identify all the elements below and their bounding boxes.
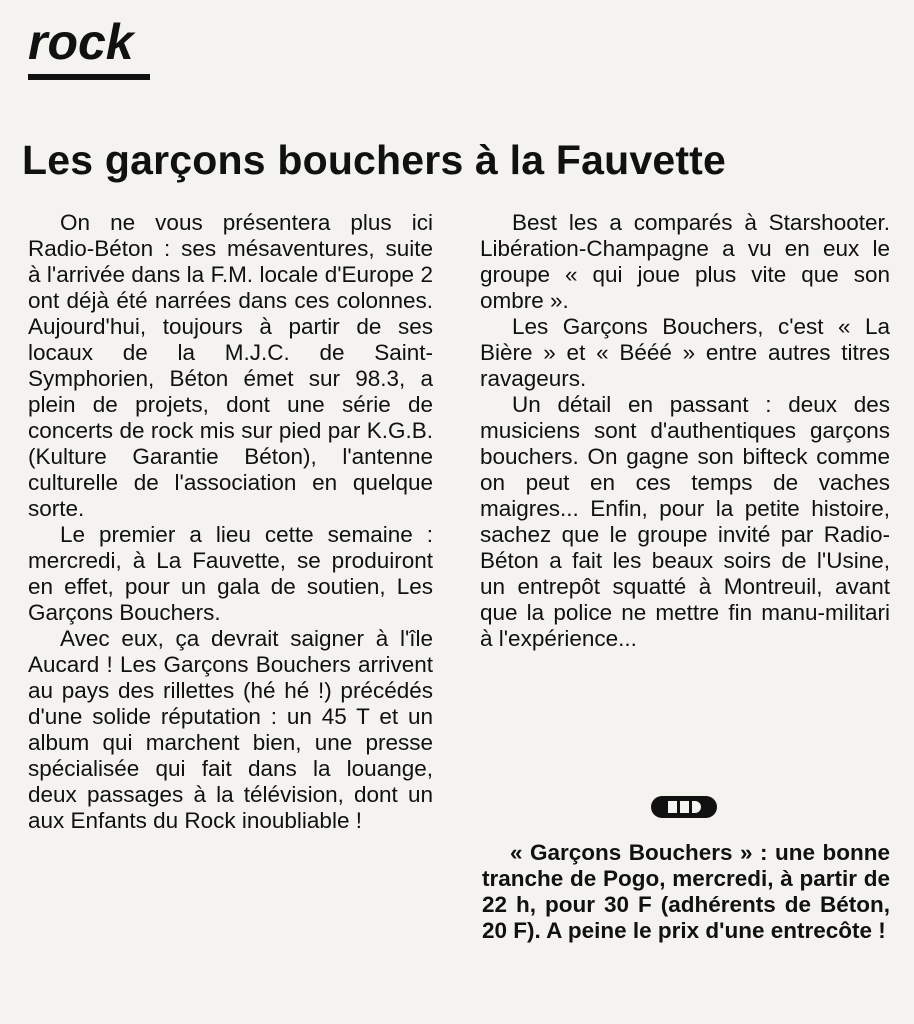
paragraph: Le premier a lieu cette semaine : mercredi, à La Fauvette, se produiront en effet, pour un gala de soutien, Les Garçons Bouchers.: [28, 522, 433, 625]
paragraph: Un détail en passant : deux des musiciens sont d'authentiques garçons bouchers. On gagne son bifteck comme on peut en ces temps de vaches maigres... Enfin, pour la petite histoire, sachez que le groupe invité par Radio-Béton a fait les beaux soirs de l'Usine, un entrepôt squatté à Montreuil, avant que la police ne mettre fin manu-militari à l'expérience...: [480, 392, 890, 651]
newspaper-section-logo-icon: [651, 796, 717, 818]
paragraph: Avec eux, ça devrait saigner à l'île Aucard ! Les Garçons Bouchers arrivent au pays des rillettes (hé hé !) précédés d'une solide réputation : un 45 T et un album qui marchent bien, une presse spécialisée qui fait dans la louange, deux passages à la télévision, dont un aux Enfants du Rock inoubliable !: [28, 626, 433, 833]
paragraph: Best les a comparés à Starshooter. Libération-Champagne a vu en eux le groupe « qui joue plus vite que son ombre ».: [480, 210, 890, 313]
rubric-underline: [28, 74, 150, 80]
section-rubric: rock: [28, 14, 134, 70]
article-left-column: [28, 210, 433, 834]
paragraph: On ne vous présentera plus ici Radio-Béton : ses mésaventures, suite à l'arrivée dans la F.M. locale d'Europe 2 ont déjà été narrées dans ces colonnes. Aujourd'hui, toujours à partir de ses locaux de la M.J.C. de Saint-Symphorien, Béton émet sur 98.3, a plein de projets, dont une série de concerts de rock mis sur pied par K.G.B. (Kulture Garantie Béton), l'antenne culturelle de l'association en quelque sorte.: [28, 210, 433, 521]
article-right-column: [480, 210, 890, 652]
article-headline: Les garçons bouchers à la Fauvette: [22, 137, 727, 183]
event-info-box: « Garçons Bouchers » : une bonne tranche de Pogo, mercredi, à partir de 22 h, pour 30 F (adhérents de Béton, 20 F). A peine le prix d'une entrecôte !: [482, 840, 890, 943]
paragraph: Les Garçons Bouchers, c'est « La Bière » et « Bééé » entre autres titres ravageurs.: [480, 314, 890, 391]
